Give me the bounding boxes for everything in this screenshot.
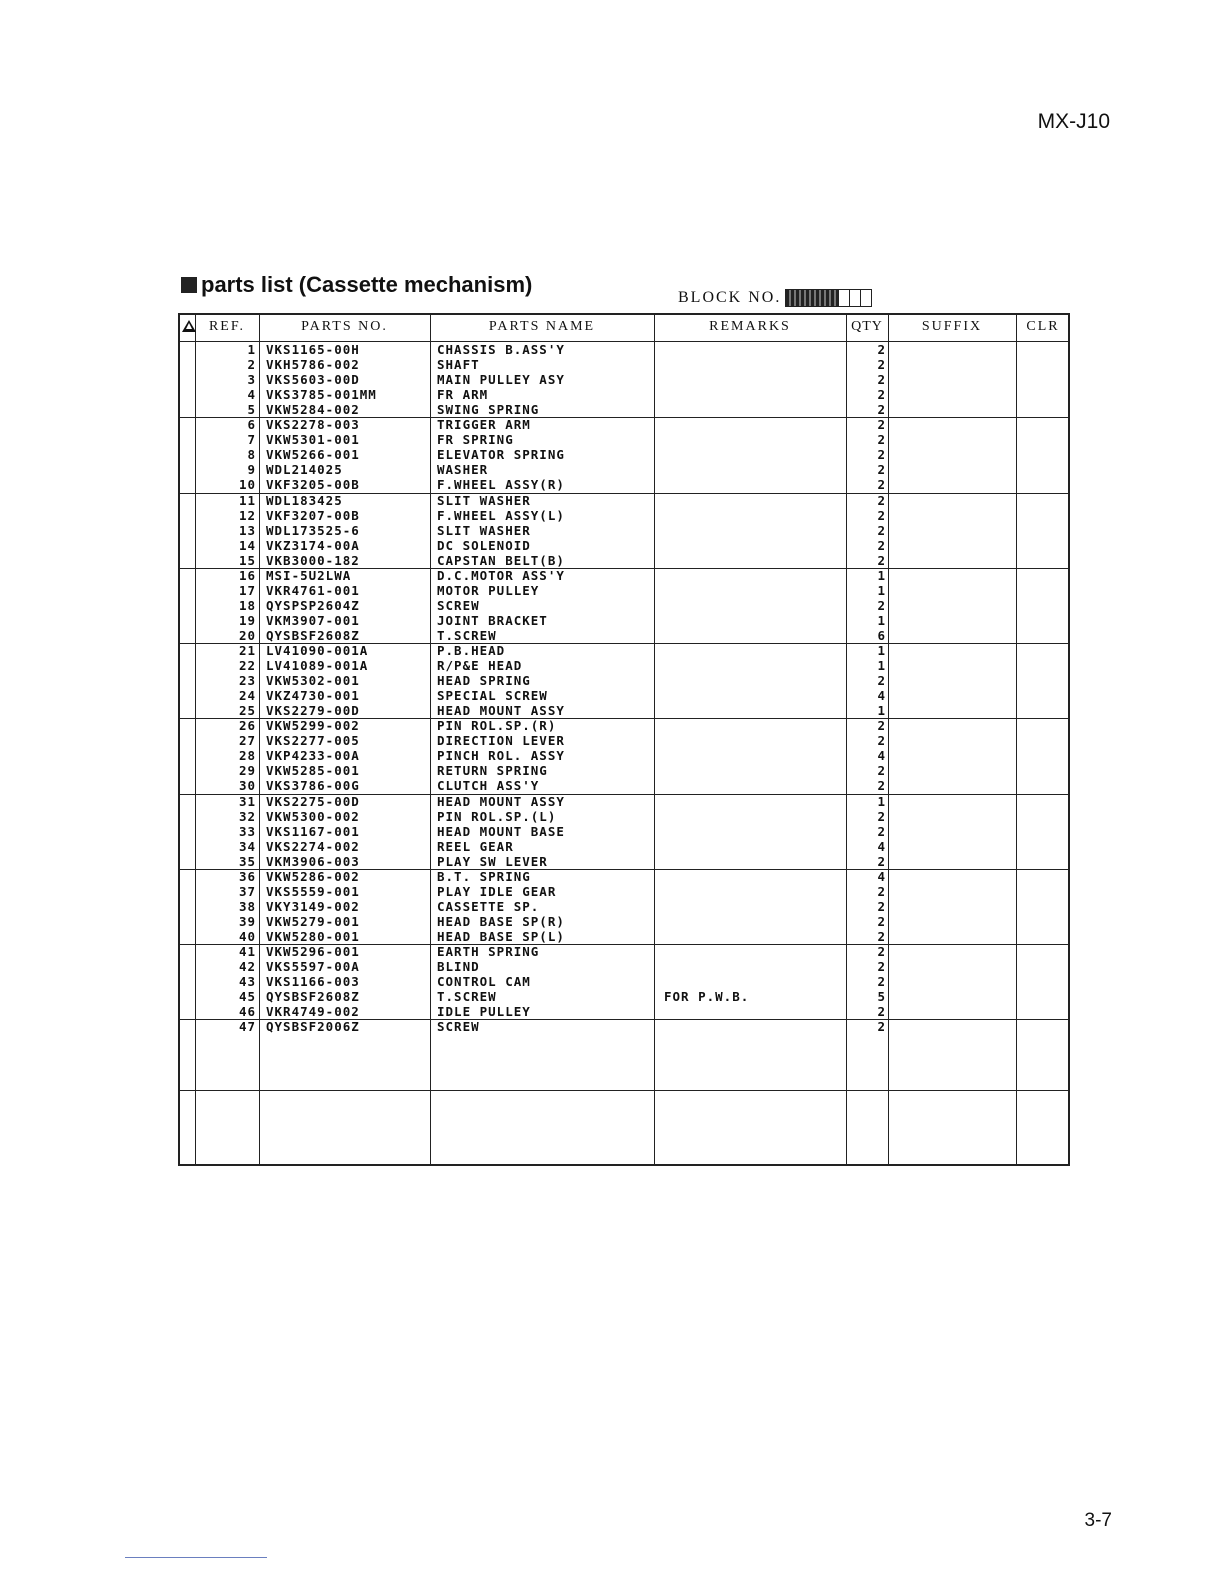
cell-ref: 36 [238, 868, 256, 884]
cell-parts-name: TRIGGER ARM [437, 417, 531, 433]
cell-qty: 4 [877, 688, 886, 704]
cell-parts-name: REEL GEAR [437, 838, 514, 854]
cell-parts-name: CLUTCH ASS'Y [437, 778, 540, 794]
cell-parts-name: ELEVATOR SPRING [437, 447, 565, 463]
cell-ref: 30 [238, 778, 256, 794]
cell-qty: 6 [877, 627, 886, 643]
cell-parts-name: F.WHEEL ASSY(R) [437, 477, 565, 493]
cell-qty: 2 [877, 507, 886, 523]
cell-ref: 37 [238, 883, 256, 899]
block-number [678, 289, 872, 307]
cell-parts-name: T.SCREW [437, 989, 497, 1005]
table-row [180, 568, 1072, 583]
table-row [180, 839, 1072, 854]
cell-parts-no: VKW5279-001 [266, 913, 360, 929]
cell-parts-no: VKH5786-002 [266, 357, 360, 373]
table-row [180, 718, 1072, 733]
cell-parts-name: SHAFT [437, 357, 480, 373]
table-row [180, 929, 1072, 944]
cell-parts-no: VKS5559-001 [266, 883, 360, 899]
footer-line [125, 1557, 267, 1558]
cell-parts-no: WDL173525-6 [266, 522, 360, 538]
cell-parts-no: VKW5299-002 [266, 718, 360, 734]
cell-parts-no: VKS1167-001 [266, 823, 360, 839]
cell-ref: 23 [238, 673, 256, 689]
table-row [180, 402, 1072, 417]
cell-parts-name: JOINT BRACKET [437, 612, 548, 628]
cell-qty: 1 [877, 703, 886, 719]
safety-warning-icon [182, 320, 196, 332]
col-header-ref: REF. [208, 319, 246, 334]
cell-parts-name: HEAD MOUNT ASSY [437, 703, 565, 719]
cell-qty: 2 [877, 1019, 886, 1035]
cell-parts-name: HEAD MOUNT BASE [437, 823, 565, 839]
cell-ref: 14 [238, 537, 256, 553]
cell-ref: 24 [238, 688, 256, 704]
cell-parts-no: VKW5280-001 [266, 928, 360, 944]
cell-parts-no: QYSPSP2604Z [266, 597, 360, 613]
cell-parts-name: PIN ROL.SP.(L) [437, 808, 557, 824]
cell-ref: 32 [238, 808, 256, 824]
cell-qty: 2 [877, 432, 886, 448]
cell-parts-name: SWING SPRING [437, 402, 540, 418]
cell-qty: 4 [877, 748, 886, 764]
table-row [180, 1019, 1072, 1034]
cell-parts-no: VKM3907-001 [266, 612, 360, 628]
table-row [180, 538, 1072, 553]
table-row [180, 824, 1072, 839]
cell-parts-name: FR SPRING [437, 432, 514, 448]
cell-ref: 22 [238, 658, 256, 674]
cell-qty: 2 [877, 944, 886, 959]
table-row [180, 643, 1072, 658]
cell-parts-no: QYSBSF2608Z [266, 989, 360, 1005]
table-row [180, 553, 1072, 568]
cell-ref: 43 [238, 974, 256, 990]
table-row [180, 658, 1072, 673]
cell-qty: 2 [877, 673, 886, 689]
cell-qty: 2 [877, 372, 886, 388]
cell-parts-no: VKS5603-00D [266, 372, 360, 388]
cell-parts-no: VKW5284-002 [266, 402, 360, 418]
cell-parts-name: HEAD SPRING [437, 673, 531, 689]
table-row [180, 462, 1072, 477]
cell-qty: 1 [877, 612, 886, 628]
cell-parts-name: SPECIAL SCREW [437, 688, 548, 704]
cell-qty: 2 [877, 883, 886, 899]
cell-ref: 10 [238, 477, 256, 493]
table-row [180, 899, 1072, 914]
cell-parts-no: VKS2277-005 [266, 733, 360, 749]
cell-parts-name: R/P&E HEAD [437, 658, 523, 674]
cell-parts-no: VKS2274-002 [266, 838, 360, 854]
cell-parts-name: B.T. SPRING [437, 868, 531, 884]
section-title [181, 272, 532, 298]
table-row [180, 477, 1072, 492]
cell-parts-name: CASSETTE SP. [437, 898, 540, 914]
block-code-boxes [785, 289, 872, 307]
cell-ref: 31 [238, 793, 256, 809]
cell-ref: 38 [238, 898, 256, 914]
cell-parts-no: VKF3205-00B [266, 477, 360, 493]
cell-parts-no: VKW5302-001 [266, 673, 360, 689]
cell-parts-no: VKP4233-00A [266, 748, 360, 764]
cell-qty: 1 [877, 567, 886, 583]
table-row [180, 432, 1072, 447]
cell-qty: 2 [877, 387, 886, 403]
cell-parts-name: SCREW [437, 1019, 480, 1035]
cell-parts-no: VKZ4730-001 [266, 688, 360, 704]
cell-qty: 4 [877, 868, 886, 884]
cell-ref: 46 [238, 1004, 256, 1020]
cell-ref: 3 [247, 372, 256, 388]
cell-ref: 41 [238, 944, 256, 959]
cell-ref: 28 [238, 748, 256, 764]
table-row [180, 809, 1072, 824]
cell-parts-name: MOTOR PULLEY [437, 582, 540, 598]
cell-parts-no: VKM3906-003 [266, 853, 360, 869]
cell-parts-no: VKS2275-00D [266, 793, 360, 809]
cell-parts-name: RETURN SPRING [437, 763, 548, 779]
cell-parts-no: WDL214025 [266, 462, 343, 478]
cell-ref: 5 [247, 402, 256, 418]
cell-parts-name: MAIN PULLEY ASY [437, 372, 565, 388]
cell-qty: 2 [877, 718, 886, 734]
cell-parts-name: DC SOLENOID [437, 537, 531, 553]
cell-parts-name: SLIT WASHER [437, 522, 531, 538]
table-row [180, 959, 1072, 974]
cell-qty: 2 [877, 853, 886, 869]
cell-parts-name: WASHER [437, 462, 489, 478]
cell-qty: 2 [877, 898, 886, 914]
cell-ref: 7 [247, 432, 256, 448]
cell-parts-no: VKW5296-001 [266, 944, 360, 959]
cell-ref: 2 [247, 357, 256, 373]
cell-parts-name: T.SCREW [437, 627, 497, 643]
cell-parts-name: SCREW [437, 597, 480, 613]
cell-parts-no: LV41089-001A [266, 658, 369, 674]
col-header-suffix: SUFFIX [921, 319, 983, 334]
cell-parts-no: VKS2278-003 [266, 417, 360, 433]
cell-qty: 2 [877, 447, 886, 463]
cell-parts-no: QYSBSF2006Z [266, 1019, 360, 1035]
cell-ref: 19 [238, 612, 256, 628]
cell-ref: 11 [238, 492, 256, 508]
col-header-parts-name: PARTS NAME [488, 319, 596, 334]
cell-parts-no: LV41090-001A [266, 643, 369, 658]
section-title-text: parts list (Cassette mechanism) [201, 272, 533, 297]
cell-parts-name: CAPSTAN BELT(B) [437, 552, 565, 568]
table-row [180, 688, 1072, 703]
cell-parts-no: VKS1165-00H [266, 342, 360, 357]
cell-qty: 2 [877, 462, 886, 478]
cell-ref: 33 [238, 823, 256, 839]
table-row [180, 794, 1072, 809]
cell-qty: 2 [877, 597, 886, 613]
cell-parts-no: VKW5301-001 [266, 432, 360, 448]
cell-ref: 15 [238, 552, 256, 568]
cell-qty: 2 [877, 778, 886, 794]
cell-ref: 40 [238, 928, 256, 944]
col-header-clr: CLR [1026, 319, 1060, 334]
table-row [180, 733, 1072, 748]
table-row [180, 1004, 1072, 1019]
cell-ref: 34 [238, 838, 256, 854]
cell-ref: 35 [238, 853, 256, 869]
table-row [180, 357, 1072, 372]
cell-qty: 2 [877, 808, 886, 824]
table-row [180, 598, 1072, 613]
cell-parts-no: VKF3207-00B [266, 507, 360, 523]
page-number: 3-7 [1084, 1510, 1112, 1531]
cell-parts-name: CHASSIS B.ASS'Y [437, 342, 565, 357]
cell-qty: 2 [877, 823, 886, 839]
cell-qty: 1 [877, 643, 886, 658]
table-row [180, 763, 1072, 778]
cell-ref: 45 [238, 989, 256, 1005]
cell-parts-no: VKS3786-00G [266, 778, 360, 794]
col-header-parts-no: PARTS NO. [301, 319, 388, 334]
table-row [180, 417, 1072, 432]
cell-qty: 2 [877, 959, 886, 975]
table-row [180, 372, 1072, 387]
table-row [180, 342, 1072, 357]
col-header-remarks: REMARKS [709, 319, 791, 334]
table-row [180, 628, 1072, 643]
cell-ref: 16 [238, 567, 256, 583]
cell-ref: 18 [238, 597, 256, 613]
table-row [180, 387, 1072, 402]
cell-qty: 2 [877, 928, 886, 944]
cell-parts-name: HEAD BASE SP(R) [437, 913, 565, 929]
table-row [180, 748, 1072, 763]
cell-parts-no: QYSBSF2608Z [266, 627, 360, 643]
cell-parts-name: F.WHEEL ASSY(L) [437, 507, 565, 523]
cell-ref: 4 [247, 387, 256, 403]
table-row [180, 974, 1072, 989]
cell-parts-name: FR ARM [437, 387, 489, 403]
table-row [180, 884, 1072, 899]
cell-qty: 2 [877, 492, 886, 508]
parts-table [178, 313, 1070, 1166]
cell-qty: 2 [877, 1004, 886, 1020]
cell-ref: 27 [238, 733, 256, 749]
cell-ref: 1 [247, 342, 256, 357]
cell-remarks: FOR P.W.B. [664, 989, 750, 1005]
cell-qty: 2 [877, 913, 886, 929]
cell-ref: 8 [247, 447, 256, 463]
cell-parts-name: P.B.HEAD [437, 643, 506, 658]
cell-qty: 2 [877, 537, 886, 553]
cell-ref: 26 [238, 718, 256, 734]
cell-ref: 47 [238, 1019, 256, 1035]
cell-parts-no: VKS3785-001MM [266, 387, 377, 403]
cell-qty: 2 [877, 974, 886, 990]
cell-ref: 13 [238, 522, 256, 538]
table-row [180, 703, 1072, 718]
table-row [180, 854, 1072, 869]
cell-parts-name: BLIND [437, 959, 480, 975]
block-code-fill [786, 290, 838, 306]
table-row [180, 447, 1072, 462]
cell-parts-name: EARTH SPRING [437, 944, 540, 959]
cell-parts-name: HEAD BASE SP(L) [437, 928, 565, 944]
cell-ref: 25 [238, 703, 256, 719]
table-row [180, 944, 1072, 959]
cell-parts-no: VKW5285-001 [266, 763, 360, 779]
table-row [180, 914, 1072, 929]
table-row [180, 523, 1072, 538]
group-divider [180, 1090, 1068, 1091]
cell-qty: 2 [877, 417, 886, 433]
block-label: BLOCK NO. [678, 289, 782, 306]
cell-parts-name: SLIT WASHER [437, 492, 531, 508]
cell-parts-name: PIN ROL.SP.(R) [437, 718, 557, 734]
cell-parts-no: VKZ3174-00A [266, 537, 360, 553]
table-row [180, 673, 1072, 688]
table-row [180, 869, 1072, 884]
cell-parts-name: CONTROL CAM [437, 974, 531, 990]
cell-ref: 9 [247, 462, 256, 478]
cell-parts-no: VKW5286-002 [266, 868, 360, 884]
cell-qty: 2 [877, 402, 886, 418]
cell-ref: 42 [238, 959, 256, 975]
cell-parts-no: VKB3000-182 [266, 552, 360, 568]
cell-parts-name: HEAD MOUNT ASSY [437, 793, 565, 809]
cell-ref: 20 [238, 627, 256, 643]
table-row [180, 613, 1072, 628]
cell-parts-no: WDL183425 [266, 492, 343, 508]
cell-parts-no: MSI-5U2LWA [266, 567, 352, 583]
cell-parts-name: PINCH ROL. ASSY [437, 748, 565, 764]
model-number: MX-J10 [1037, 110, 1110, 133]
cell-parts-name: DIRECTION LEVER [437, 733, 565, 749]
cell-parts-name: D.C.MOTOR ASS'Y [437, 567, 565, 583]
cell-qty: 2 [877, 733, 886, 749]
cell-parts-no: VKY3149-002 [266, 898, 360, 914]
cell-qty: 1 [877, 582, 886, 598]
cell-qty: 1 [877, 793, 886, 809]
cell-ref: 12 [238, 507, 256, 523]
cell-qty: 2 [877, 522, 886, 538]
cell-qty: 2 [877, 477, 886, 493]
table-row [180, 583, 1072, 598]
cell-ref: 21 [238, 643, 256, 658]
bullet-square-icon [181, 277, 197, 293]
cell-parts-no: VKR4749-002 [266, 1004, 360, 1020]
cell-parts-name: PLAY SW LEVER [437, 853, 548, 869]
cell-parts-name: PLAY IDLE GEAR [437, 883, 557, 899]
table-row [180, 989, 1072, 1004]
col-header-qty: QTY [851, 319, 883, 334]
cell-ref: 6 [247, 417, 256, 433]
cell-parts-no: VKR4761-001 [266, 582, 360, 598]
cell-parts-no: VKS5597-00A [266, 959, 360, 975]
cell-qty: 2 [877, 552, 886, 568]
cell-ref: 29 [238, 763, 256, 779]
cell-parts-no: VKW5300-002 [266, 808, 360, 824]
cell-qty: 4 [877, 838, 886, 854]
table-row [180, 493, 1072, 508]
cell-parts-no: VKW5266-001 [266, 447, 360, 463]
cell-ref: 17 [238, 582, 256, 598]
cell-qty: 2 [877, 763, 886, 779]
table-row [180, 508, 1072, 523]
table-row [180, 778, 1072, 793]
cell-parts-name: IDLE PULLEY [437, 1004, 531, 1020]
cell-parts-no: VKS1166-003 [266, 974, 360, 990]
cell-parts-no: VKS2279-00D [266, 703, 360, 719]
cell-qty: 5 [877, 989, 886, 1005]
cell-qty: 1 [877, 658, 886, 674]
cell-ref: 39 [238, 913, 256, 929]
cell-qty: 2 [877, 357, 886, 373]
cell-qty: 2 [877, 342, 886, 357]
